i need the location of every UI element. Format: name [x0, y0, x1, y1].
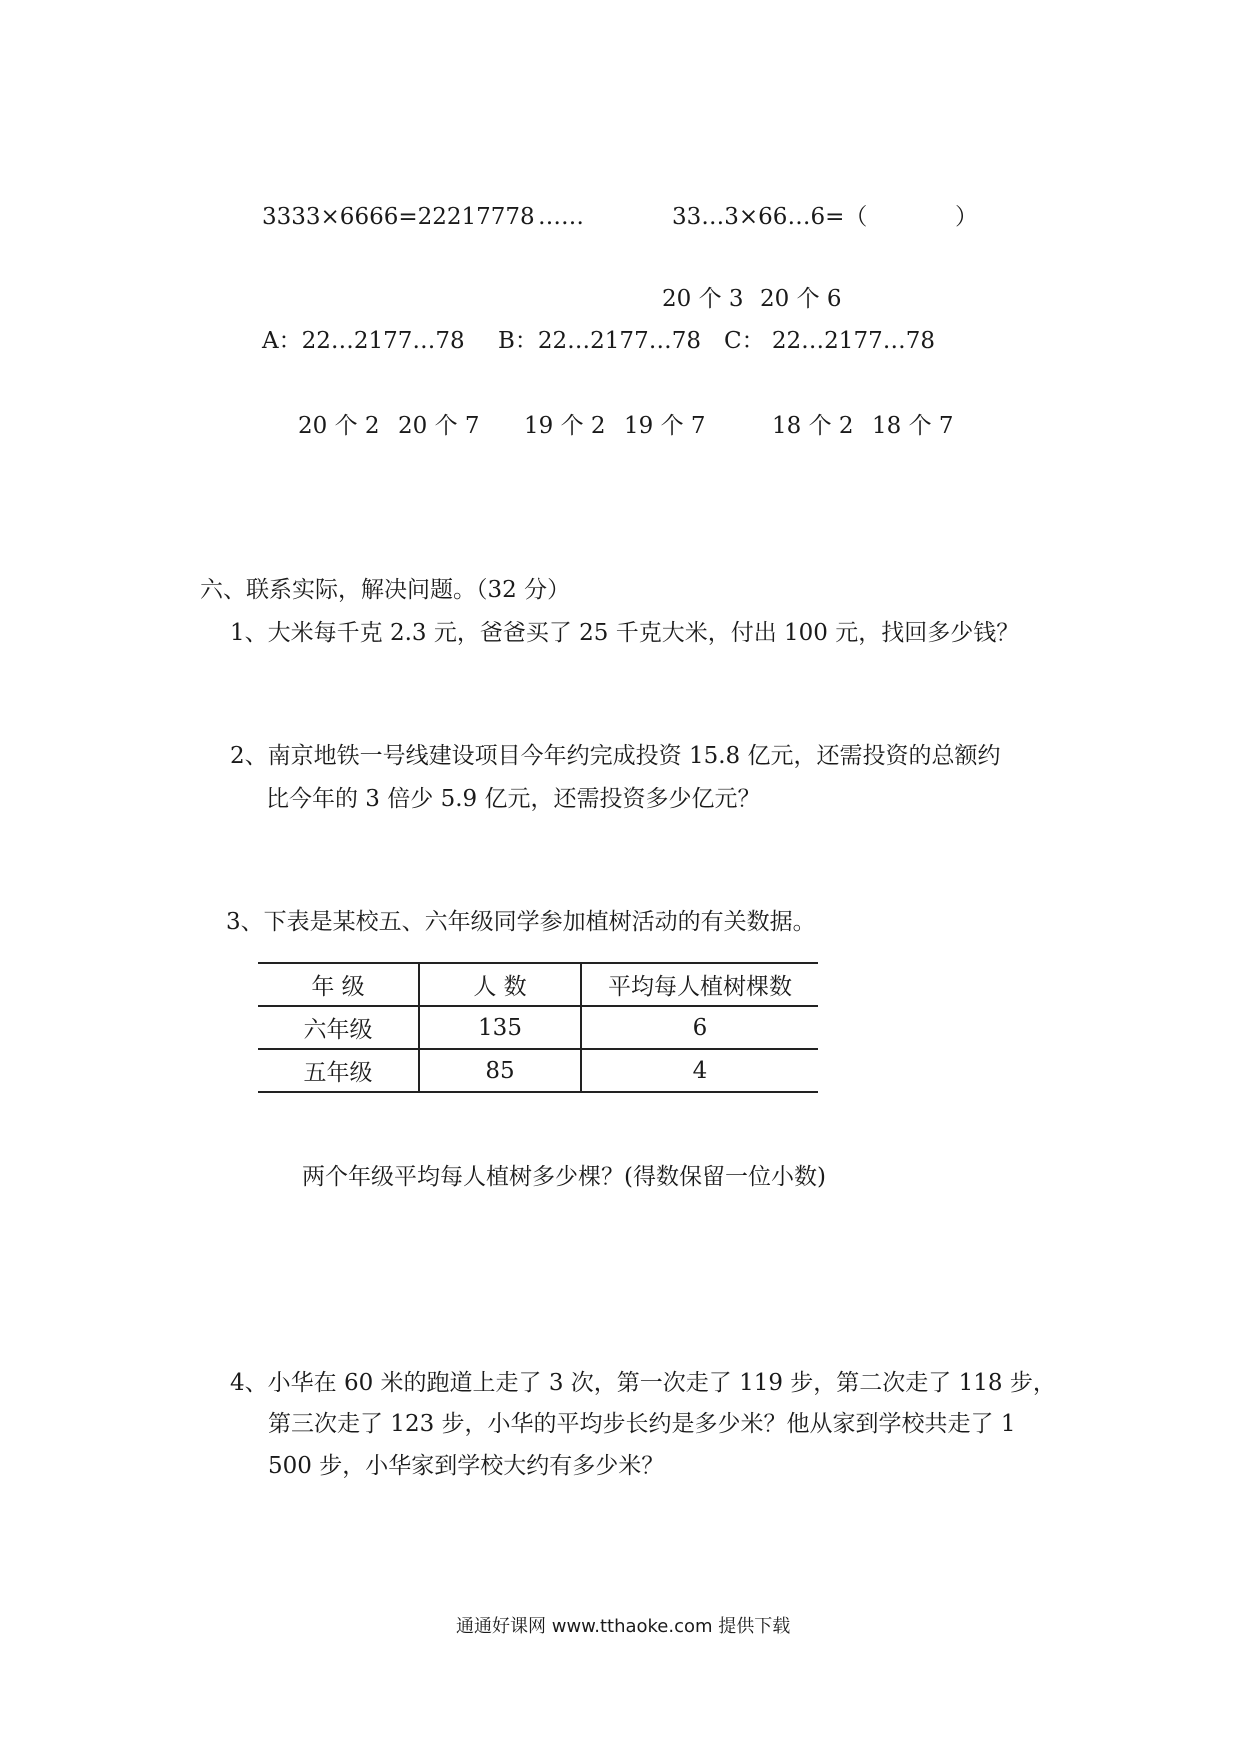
table-header-grade: 年 级	[258, 963, 419, 1006]
question-4-line-1: 4、小华在 60 米的跑道上走了 3 次，第一次走了 119 步，第二次走了 118 步，	[230, 1370, 1056, 1396]
section-title: 六、联系实际，解决问题。（32 分）	[200, 577, 571, 603]
planting-data-table	[258, 962, 818, 1093]
option-b-note-1: 19 个 2	[524, 413, 606, 439]
option-c: C： 22…2177…78	[724, 328, 935, 354]
table-row	[258, 1049, 818, 1092]
option-c-note-1: 18 个 2	[772, 413, 854, 439]
option-c-note-2: 18 个 7	[872, 413, 954, 439]
pattern-left: 3333×6666=22217778	[262, 204, 535, 230]
pattern-under-right: 20 个 6	[760, 286, 842, 312]
table-cell: 4	[692, 1057, 708, 1084]
page-footer: 通通好课网 www.tthaoke.com 提供下载	[456, 1616, 791, 1637]
question-2-line-2: 比今年的 3 倍少 5.9 亿元，还需投资多少亿元？	[266, 786, 761, 812]
table-row	[258, 1006, 818, 1049]
option-a-note-2: 20 个 7	[398, 413, 480, 439]
pattern-dots: ……	[538, 204, 584, 230]
table-header-count: 人 数	[419, 963, 581, 1006]
question-4-line-3: 500 步，小华家到学校大约有多少米？	[268, 1453, 665, 1479]
question-3-ask: 两个年级平均每人植树多少棵？(得数保留一位小数)	[302, 1164, 826, 1190]
pattern-right: 33…3×66…6=（	[672, 204, 868, 230]
option-a: A：22…2177…78	[262, 328, 465, 354]
option-a-note-1: 20 个 2	[298, 413, 380, 439]
question-2-line-1: 2、南京地铁一号线建设项目今年约完成投资 15.8 亿元，还需投资的总额约	[230, 743, 1001, 769]
pattern-right-paren: ）	[955, 204, 978, 230]
question-3-intro: 3、下表是某校五、六年级同学参加植树活动的有关数据。	[226, 909, 816, 935]
table-header-average: 平均每人植树棵数	[608, 974, 792, 1000]
table-cell: 五年级	[258, 1049, 419, 1092]
question-4-line-2: 第三次走了 123 步，小华的平均步长约是多少米？他从家到学校共走了 1	[268, 1411, 1016, 1437]
question-1: 1、大米每千克 2.3 元，爸爸买了 25 千克大米，付出 100 元，找回多少钱？	[230, 620, 1020, 646]
option-b: B：22…2177…78	[498, 328, 701, 354]
table-cell: 135	[419, 1006, 581, 1049]
table-header-row	[258, 963, 818, 1006]
option-b-note-2: 19 个 7	[624, 413, 706, 439]
table-cell: 85	[419, 1049, 581, 1092]
pattern-under-left: 20 个 3	[662, 286, 744, 312]
table-cell: 6	[692, 1014, 708, 1041]
table-cell: 六年级	[258, 1006, 419, 1049]
